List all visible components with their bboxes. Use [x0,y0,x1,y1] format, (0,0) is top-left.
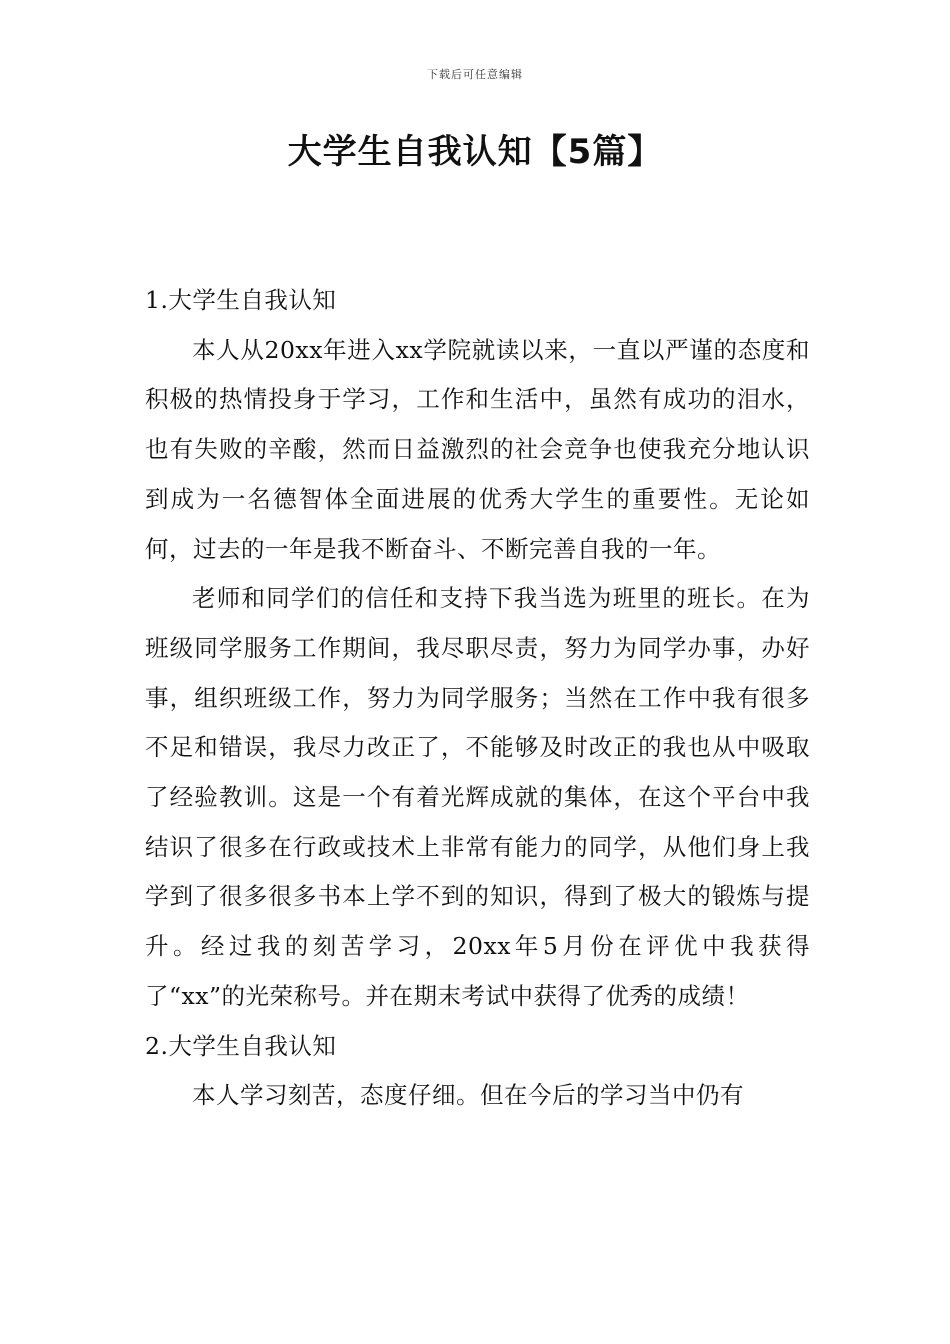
section-heading-2: 2.大学生自我认知 [145,1031,337,1060]
document-body [145,276,810,1121]
paragraph-1-1: 本人从20xx年进入xx学院就读以来，一直以严谨的态度和积极的热情投身于学习，工作和生活中，虽然有成功的泪水，也有失败的辛酸，然而日益激烈的社会竞争也使我充分地认识到成为一名德智体全面进展的优秀大学生的重要性。无论如何，过去的一年是我不断奋斗、不断完善自我的一年。 [145,335,810,563]
paragraph-1-2: 老师和同学们的信任和支持下我当选为班里的班长。在为班级同学服务工作期间，我尽职尽责，努力为同学办事，办好事，组织班级工作，努力为同学服务；当然在工作中我有很多不足和错误，我尽力改正了，不能够及时改正的我也从中吸取了经验教训。这是一个有着光辉成就的集体，在这个平台中我结识了很多在行政或技术上非常有能力的同学，从他们身上我学到了很多很多书本上学不到的知识，得到了极大的锻炼与提升。经过我的刻苦学习，20xx年5月份在评优中我获得了“xx”的光荣称号。并在期末考试中获得了优秀的成绩！ [145,584,810,1010]
paragraph-2-1: 本人学习刻苦，态度仔细。但在今后的学习当中仍有 [192,1081,744,1110]
header-note: 下载后可任意编辑 [427,68,523,81]
section-heading-1: 1.大学生自我认知 [145,286,337,314]
document-title: 大学生自我认知【5篇】 [287,132,663,172]
